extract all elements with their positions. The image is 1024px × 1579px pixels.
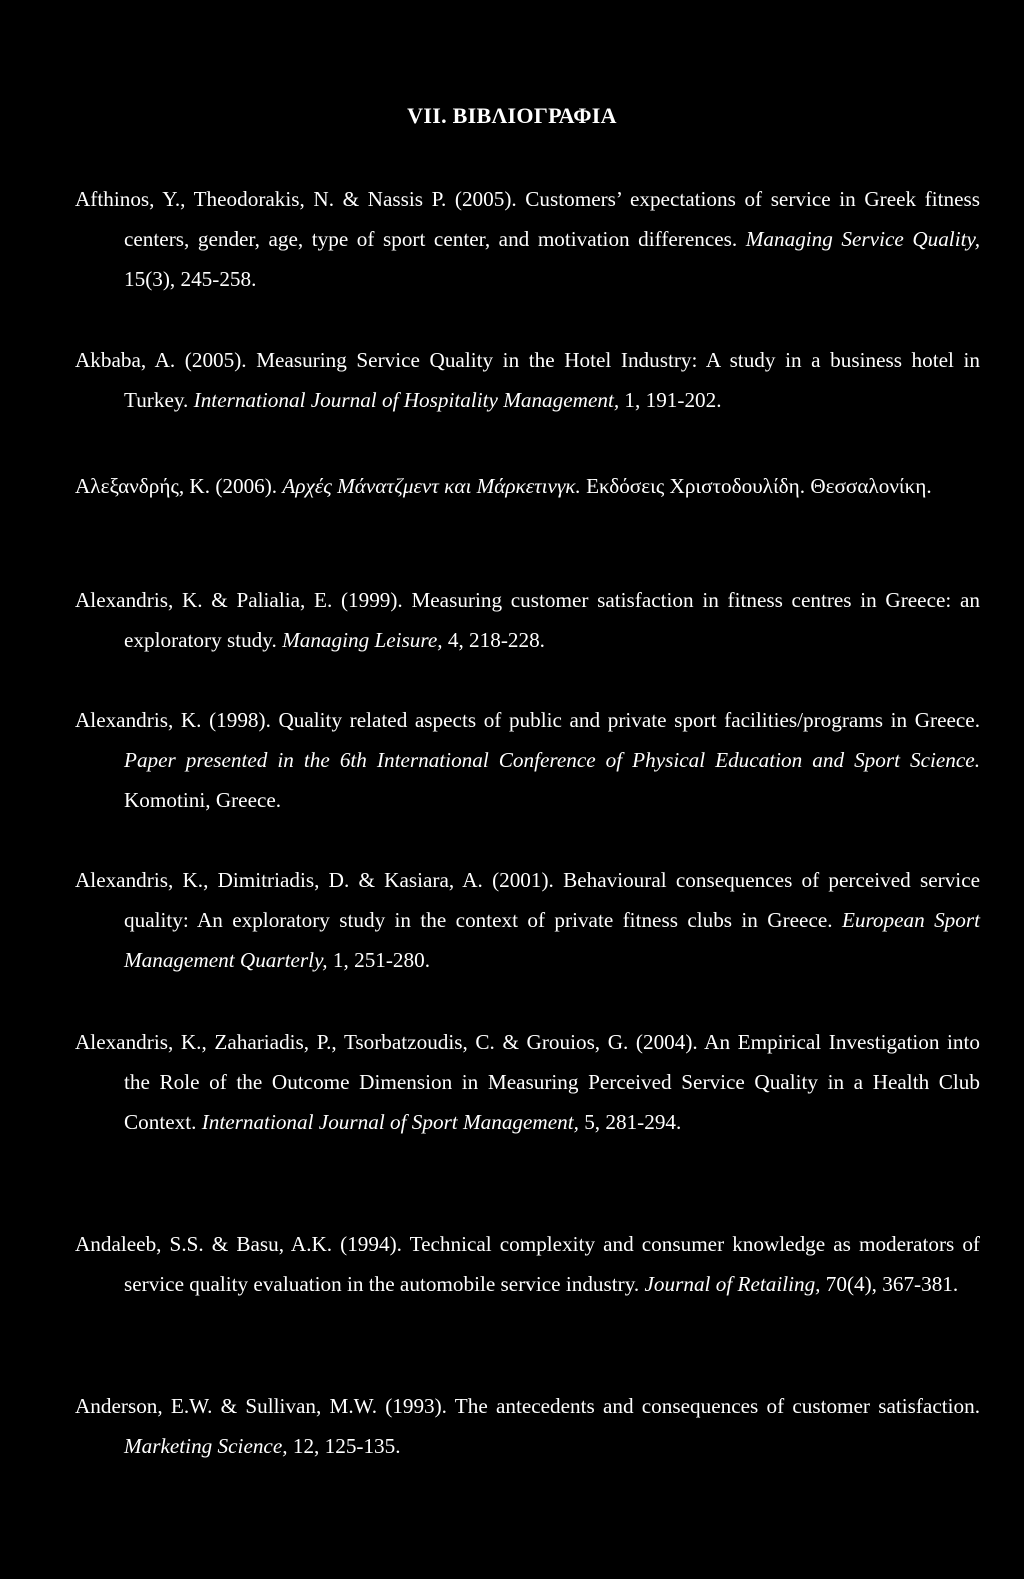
reference-entry [75,1022,980,1142]
reference-details: Komotini, Greece. [124,788,282,812]
reference-entry [75,860,980,980]
reference-source: Αρχές Μάνατζμεντ και Μάρκετινγκ. [282,474,581,498]
reference-entry [75,700,980,820]
reference-source: European Sport Management Quarterly, [124,908,981,972]
reference-source: International Journal of Sport Management, [201,1110,579,1134]
reference-text: Akbaba, A. (2005). Measuring Service Quality in the Hotel Industry: A study in a business hotel in Turkey. [75,348,980,412]
reference-entry [75,1224,980,1304]
reference-entry [75,466,980,506]
reference-text: Alexandris, K. & Palialia, E. (1999). Measuring customer satisfaction in fitness centres in Greece: an exploratory study. [75,588,980,652]
reference-details: 15(3), 245-258. [124,267,257,291]
reference-details: 70(4), 367-381. [820,1272,959,1296]
reference-details: 5, 281-294. [578,1110,682,1134]
reference-text: Afthinos, Y., Theodorakis, N. & Nassis P. (2005). Customers’ expectations of service in Greek fitness centers, gender, age, type of sport center, and motivation differences. [75,187,980,251]
reference-source: Journal of Retailing, [644,1272,821,1296]
reference-entry [75,340,980,420]
reference-details: 1, 191-202. [619,388,722,412]
reference-text: Andaleeb, S.S. & Basu, A.K. (1994). Technical complexity and consumer knowledge as moderators of service quality evaluation in the automobile service industry. [75,1232,980,1296]
reference-text: Alexandris, K., Zahariadis, P., Tsorbatzoudis, C. & Grouios, G. (2004). An Empirical Investigation into the Role of the Outcome Dimension in Measuring Perceived Service Quality in a Health Club Context. [75,1030,980,1134]
reference-details: Εκδόσεις Χριστοδουλίδη. Θεσσαλονίκη. [580,474,932,498]
reference-source: Managing Leisure, [282,628,443,652]
reference-entry [75,580,980,660]
reference-text: Alexandris, K. (1998). Quality related aspects of public and private sport facilities/programs in Greece. [75,708,980,732]
reference-text: Alexandris, K., Dimitriadis, D. & Kasiara, A. (2001). Behavioural consequences of perceived service quality: An exploratory study in the context of private fitness clubs in Greece. [75,868,980,932]
reference-source: International Journal of Hospitality Management, [193,388,620,412]
reference-text: Αλεξανδρής, Κ. (2006). [75,474,283,498]
bibliography-heading: VII. ΒΙΒΛΙΟΓΡΑΦΙΑ [407,103,617,128]
reference-source: Marketing Science, [124,1434,288,1458]
reference-entry [75,1386,980,1466]
reference-source: Managing Service Quality, [745,227,980,251]
reference-text: Anderson, E.W. & Sullivan, M.W. (1993). The antecedents and consequences of customer satisfaction. [75,1394,980,1418]
reference-source: Paper presented in the 6th International Conference of Physical Education and Sport Science. [124,748,980,772]
reference-details: 1, 251-280. [327,948,431,972]
reference-details: 12, 125-135. [287,1434,401,1458]
reference-details: 4, 218-228. [442,628,545,652]
reference-entry [75,179,980,299]
